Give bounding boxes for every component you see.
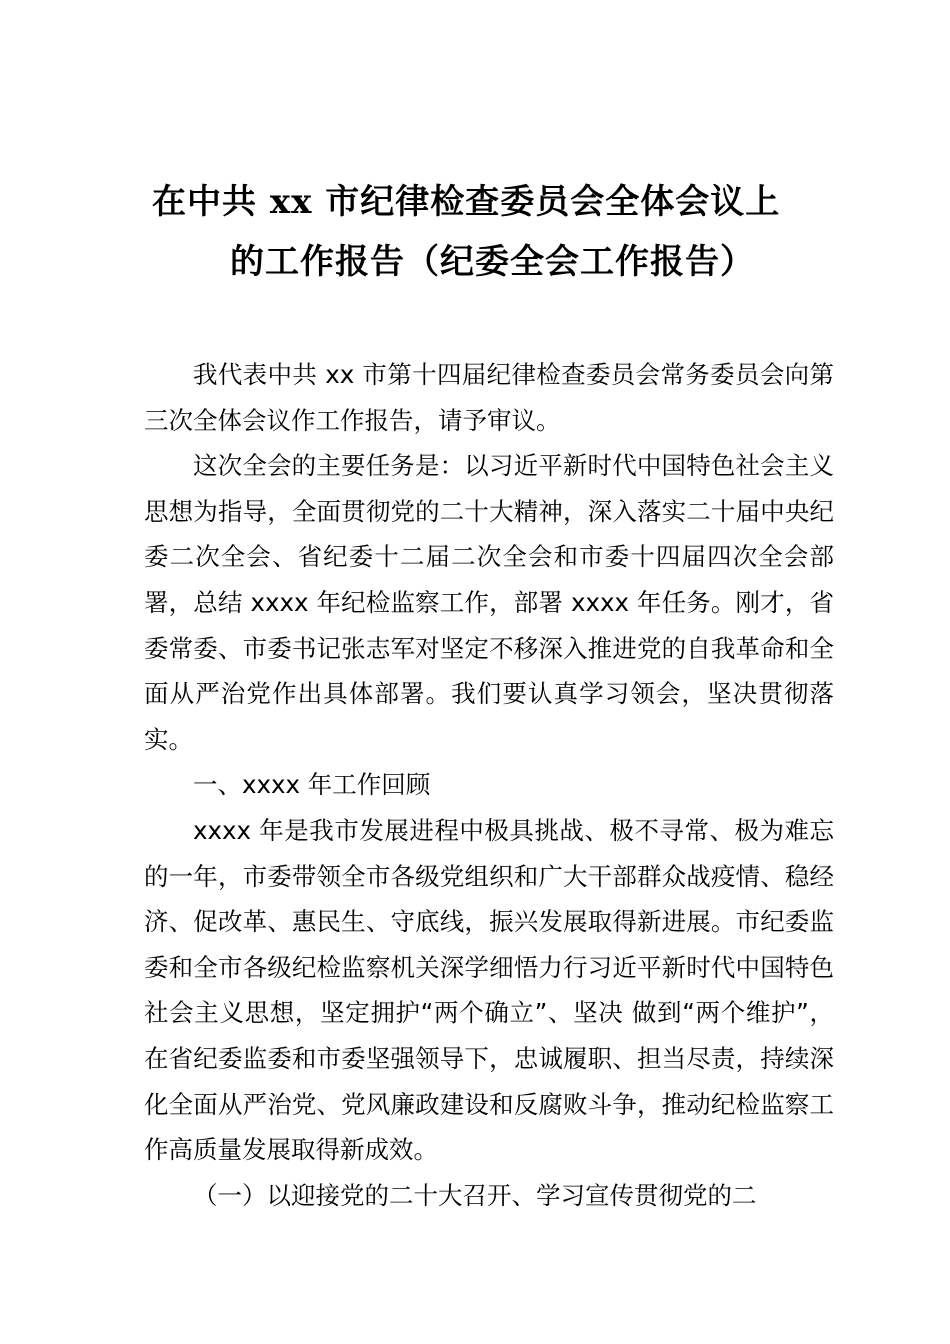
document-title-line-1: 在中共 xx 市纪律检查委员会全体会议上 [152, 182, 781, 222]
subsection-heading-1: （一）以迎接党的二十大召开、学习宣传贯彻党的二 [193, 1180, 757, 1210]
paragraph-tasks: 这次全会的主要任务是：以习近平新时代中国特色社会主义思想为指导，全面贯彻党的二十大精神，深入落实二十届中央纪委二次全会、省纪委十二届二次全会和市委十四届四次全会部署，总结 xxxx 年纪检监察工作，部署 xxxx 年任务。刚才，省委常委、市委书记张志军对坚定不移深入推进党的自我革命和全面从严治党作出具体部署。我们要认真学习领会，坚决贯彻落实。 [144, 451, 834, 754]
paragraph-intro: 我代表中共 xx 市第十四届纪律检查委员会常务委员会向第三次全体会议作工作报告，请予审议。 [144, 360, 834, 435]
paragraph-review: xxxx 年是我市发展进程中极具挑战、极不寻常、极为难忘的一年，市委带领全市各级党组织和广大干部群众战疫情、稳经济、促改革、惠民生、守底线，振兴发展取得新进展。市纪委监委和全市各级纪检监察机关深学细悟力行习近平新时代中国特色社会主义思想，坚定拥护“两个确立”、坚决 做到“两个维护”，在省纪委监委和市委坚强领导下，忠诚履职、担当尽责，持续深化全面从严治党、党风廉政建设和反腐败斗争，推动纪检监察工作高质量发展取得新成效。 [144, 815, 834, 1165]
document-title-line-2: 的工作报告（纪委全会工作报告） [230, 242, 755, 282]
document-body [144, 352, 834, 1218]
section-heading-review: 一、xxxx 年工作回顾 [193, 770, 431, 800]
